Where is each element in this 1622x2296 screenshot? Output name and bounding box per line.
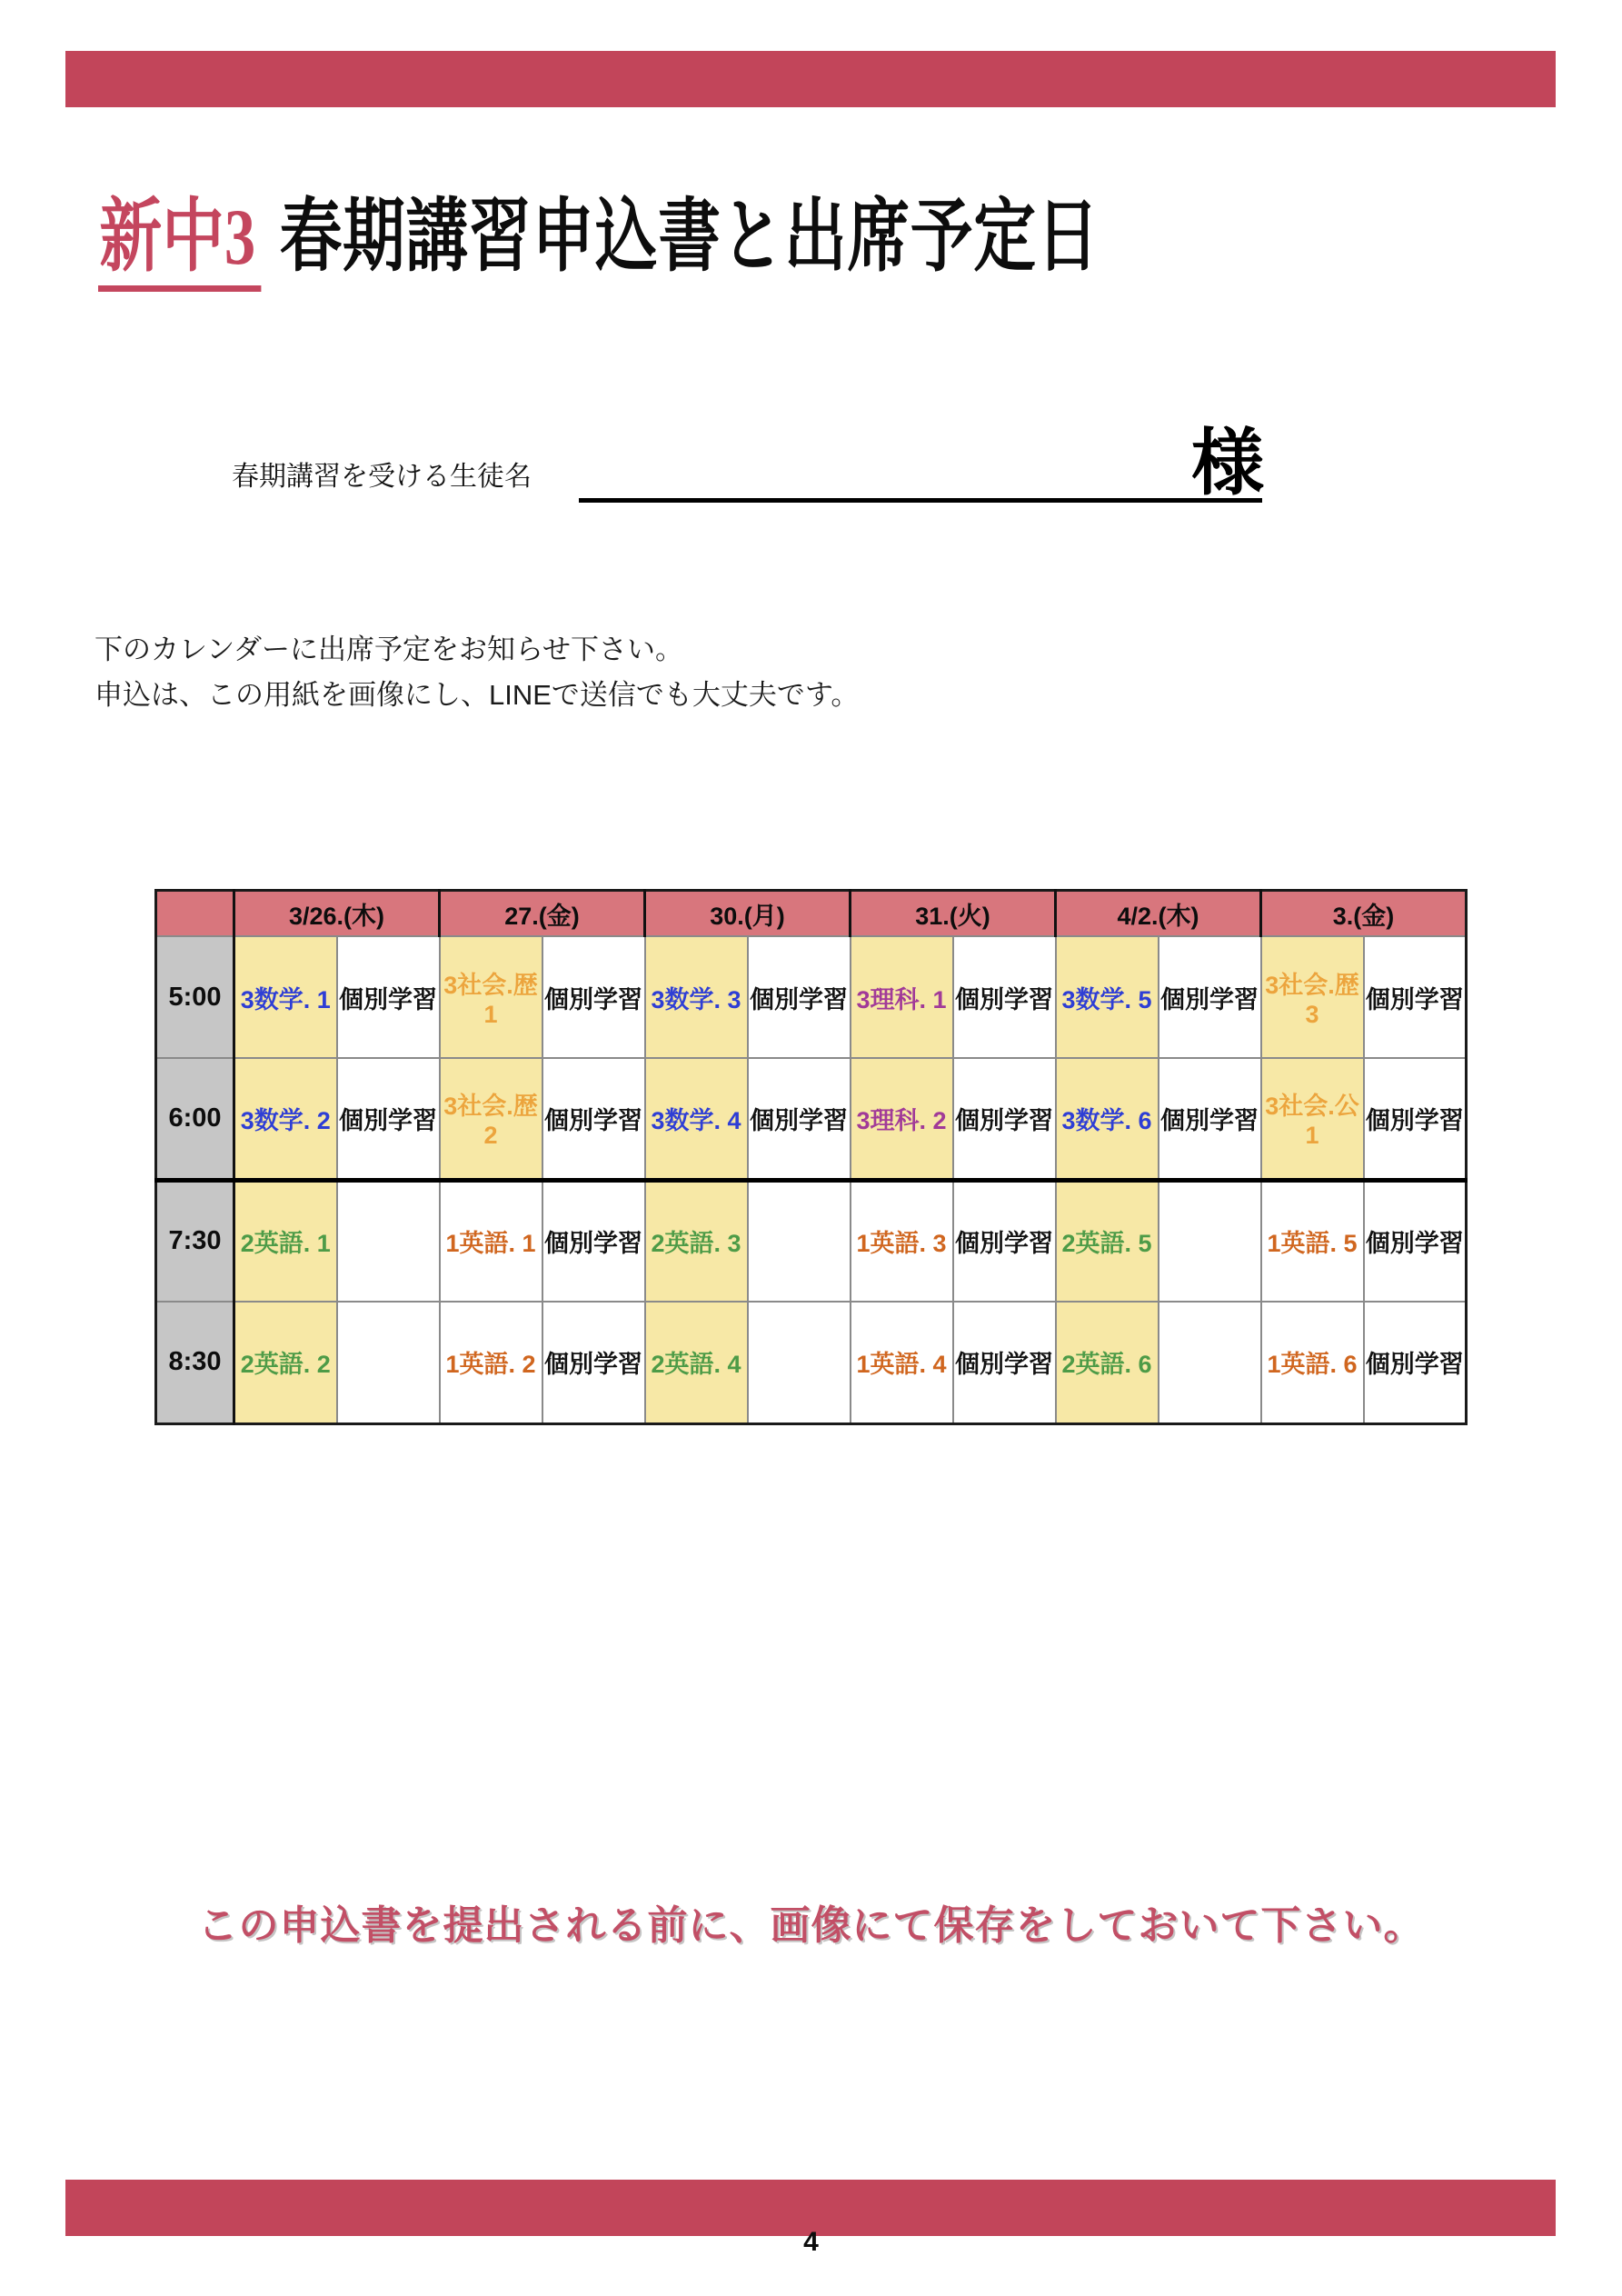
instruction-line: 申込は、この用紙を画像にし、LINEで送信でも大丈夫です。 [95, 679, 860, 712]
subject-cell: 2英語. 2 [234, 1302, 337, 1423]
study-cell: 個別学習 [1159, 936, 1261, 1058]
subject-cell: 3社会.歴3 [1261, 936, 1364, 1058]
page-number: 4 [803, 2227, 819, 2257]
subject-cell: 3数学. 2 [234, 1058, 337, 1180]
study-cell [1159, 1180, 1261, 1302]
subject-cell: 3数学. 6 [1056, 1058, 1159, 1180]
study-cell: 個別学習 [542, 1058, 645, 1180]
subject-cell: 3社会.歴2 [440, 1058, 542, 1180]
subject-cell: 2英語. 5 [1056, 1180, 1159, 1302]
study-cell [748, 1180, 851, 1302]
corner-cell [156, 891, 234, 937]
study-cell: 個別学習 [542, 936, 645, 1058]
subject-cell: 1英語. 6 [1261, 1302, 1364, 1423]
study-cell: 個別学習 [953, 1058, 1056, 1180]
study-cell [1159, 1302, 1261, 1423]
schedule-row [156, 936, 1467, 1058]
day-header: 27.(金) [440, 891, 645, 937]
day-header: 30.(月) [645, 891, 851, 937]
study-cell: 個別学習 [542, 1302, 645, 1423]
day-header: 3.(金) [1261, 891, 1467, 937]
page-title [98, 194, 1382, 292]
time-label: 8:30 [156, 1302, 234, 1423]
subject-cell: 1英語. 4 [851, 1302, 953, 1423]
student-name-row [232, 411, 1262, 503]
study-cell: 個別学習 [1159, 1058, 1261, 1180]
subject-cell: 2英語. 6 [1056, 1302, 1159, 1423]
study-cell: 個別学習 [1364, 1302, 1467, 1423]
day-header: 4/2.(木) [1056, 891, 1261, 937]
subject-cell: 3数学. 5 [1056, 936, 1159, 1058]
study-cell: 個別学習 [1364, 1180, 1467, 1302]
instruction-line: 下のカレンダーに出席予定をお知らせ下さい。 [95, 634, 684, 665]
schedule-body [156, 936, 1467, 1423]
subject-cell: 1英語. 5 [1261, 1180, 1364, 1302]
schedule-row [156, 1180, 1467, 1302]
day-header: 3/26.(木) [234, 891, 440, 937]
study-cell: 個別学習 [953, 936, 1056, 1058]
study-cell: 個別学習 [337, 1058, 440, 1180]
study-cell: 個別学習 [1364, 936, 1467, 1058]
time-label: 5:00 [156, 936, 234, 1058]
study-cell: 個別学習 [542, 1180, 645, 1302]
subject-cell: 3数学. 4 [645, 1058, 748, 1180]
study-cell [337, 1180, 440, 1302]
subject-cell: 3理科. 2 [851, 1058, 953, 1180]
study-cell: 個別学習 [953, 1180, 1056, 1302]
subject-cell: 1英語. 3 [851, 1180, 953, 1302]
day-header: 31.(火) [851, 891, 1056, 937]
subject-cell: 3理科. 1 [851, 936, 953, 1058]
student-name-label: 春期講習を受ける生徒名 [232, 462, 532, 492]
student-name-field[interactable] [579, 411, 1262, 503]
title-text: 春期講習申込書と出席予定日 [279, 194, 1100, 282]
study-cell: 個別学習 [337, 936, 440, 1058]
subject-cell: 3数学. 3 [645, 936, 748, 1058]
save-warning-text: この申込書を提出される前に、画像にて保存をしておいて下さい。 [197, 1903, 1425, 1948]
honorific-label: 様 [1191, 423, 1262, 504]
subject-cell: 2英語. 4 [645, 1302, 748, 1423]
schedule-row [156, 1058, 1467, 1180]
subject-cell: 2英語. 1 [234, 1180, 337, 1302]
top-accent-bar [65, 51, 1556, 107]
study-cell: 個別学習 [953, 1302, 1056, 1423]
study-cell [337, 1302, 440, 1423]
subject-cell: 2英語. 3 [645, 1180, 748, 1302]
schedule-row [156, 1302, 1467, 1423]
schedule-table [154, 889, 1468, 1425]
instructions-block [95, 627, 859, 718]
subject-cell: 1英語. 1 [440, 1180, 542, 1302]
study-cell [748, 1302, 851, 1423]
subject-cell: 1英語. 2 [440, 1302, 542, 1423]
subject-cell: 3数学. 1 [234, 936, 337, 1058]
day-header-row [156, 891, 1467, 937]
grade-label: 新中3 [98, 198, 261, 292]
study-cell: 個別学習 [748, 936, 851, 1058]
time-label: 6:00 [156, 1058, 234, 1180]
study-cell: 個別学習 [748, 1058, 851, 1180]
subject-cell: 3社会.公1 [1261, 1058, 1364, 1180]
study-cell: 個別学習 [1364, 1058, 1467, 1180]
time-label: 7:30 [156, 1180, 234, 1302]
subject-cell: 3社会.歴1 [440, 936, 542, 1058]
